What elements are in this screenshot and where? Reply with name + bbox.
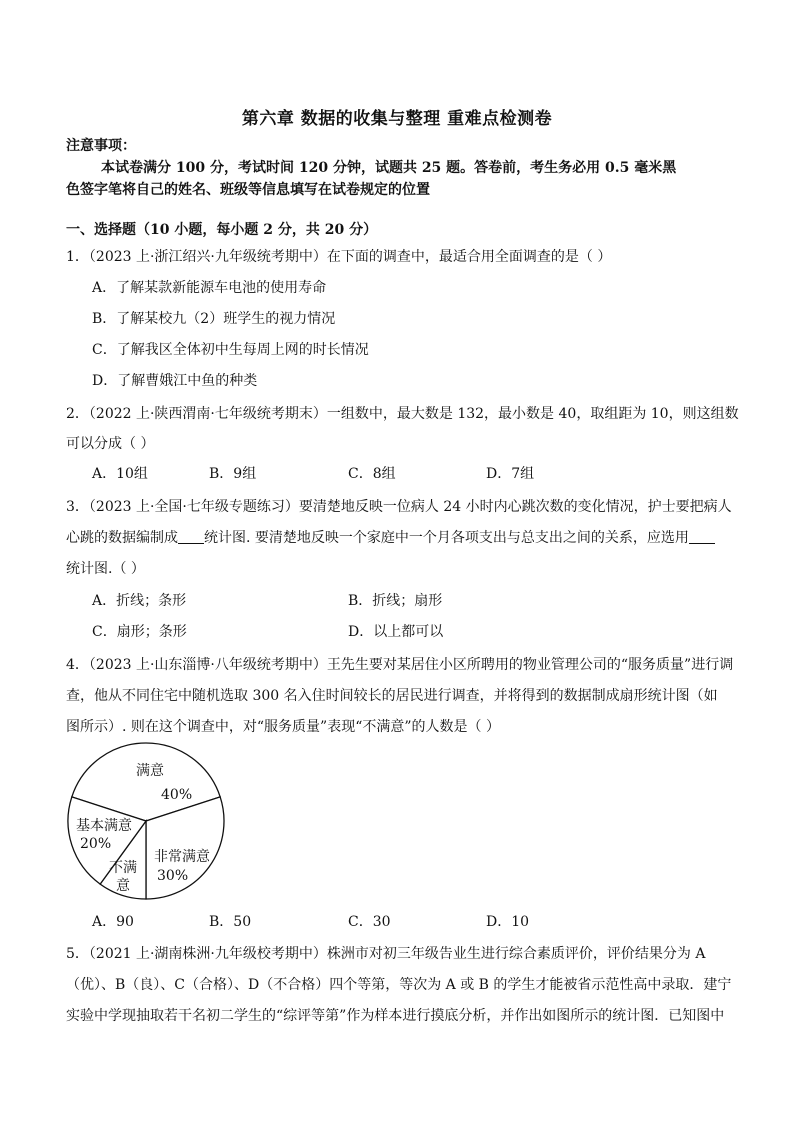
q2-option-d: D．7组 xyxy=(486,466,535,482)
question-3-stem-1: 3．（2023 上·全国·七年级专题练习）要清楚地反映一位病人 24 小时内心跳次数的变化情况，护士要把病人 xyxy=(66,499,732,515)
q3-stem-2b: 统计图. 要清楚地反映一个家庭中一个月各项支出与总支出之间的关系，应选用 xyxy=(204,530,689,546)
q1-option-b: B．了解某校九（2）班学生的视力情况 xyxy=(92,311,336,327)
q4-option-c: C．30 xyxy=(348,914,391,930)
label-basic-pct: 20% xyxy=(80,836,112,852)
question-2-stem-1: 2．（2022 上·陕西渭南·七年级统考期末）一组数中，最大数是 132，最小数是 40，取组距为 10，则这组数 xyxy=(66,406,739,422)
question-4-stem-1: 4．（2023 上·山东淄博·八年级统考期中）王先生要对某居住小区所聘用的物业管理公司的“服务质量”进行调 xyxy=(66,657,734,673)
question-3-stem-3: 统计图.（ ） xyxy=(66,561,145,577)
label-very-satisfied-pct: 30% xyxy=(157,868,189,884)
q1-option-c: C．了解我区全体初中生每周上网的时长情况 xyxy=(92,342,369,358)
label-unsatisfied-b: 意 xyxy=(116,878,130,894)
q2-option-c: C．8组 xyxy=(348,466,396,482)
notice-line-1: 本试卷满分 100 分，考试时间 120 分钟，试题共 25 题。答卷前，考生务必用 0.5 毫米黑 xyxy=(101,160,677,176)
q4-option-b: B．50 xyxy=(209,914,252,930)
pie-chart xyxy=(66,735,226,905)
q2-option-b: B．9组 xyxy=(209,466,257,482)
question-5-stem-3: 实验中学现抽取若干名初二学生的“综评等第”作为样本进行摸底分析，并作出如图所示的统计图．已知图中 xyxy=(66,1008,725,1024)
question-2-stem-2: 可以分成（ ） xyxy=(66,436,155,452)
q4-option-a: A．90 xyxy=(92,914,134,930)
label-unsatisfied-a: 不满 xyxy=(109,860,137,876)
question-4-stem-2: 查，他从不同住宅中随机选取 300 名入住时间较长的居民进行调查，并将得到的数据制成扇形统计图（如 xyxy=(66,688,718,704)
q3-blank-1 xyxy=(178,529,204,544)
q3-blank-2 xyxy=(689,529,715,544)
q3-option-b: B．折线；扇形 xyxy=(348,593,443,609)
q1-option-d: D．了解曹娥江中鱼的种类 xyxy=(92,373,258,389)
page-title: 第六章 数据的收集与整理 重难点检测卷 xyxy=(241,109,553,129)
q2-option-a: A．10组 xyxy=(92,466,148,482)
question-3-stem-2 xyxy=(66,529,715,547)
q3-option-a: A．折线；条形 xyxy=(92,593,187,609)
label-very-satisfied: 非常满意 xyxy=(154,849,210,865)
q4-option-d: D．10 xyxy=(486,914,530,930)
notice-heading: 注意事项： xyxy=(66,138,136,154)
q3-stem-2a: 心跳的数据编制成 xyxy=(66,530,178,546)
q1-option-a: A．了解某款新能源车电池的使用寿命 xyxy=(92,280,327,296)
question-1-stem: 1．（2023 上·浙江绍兴·九年级统考期中）在下面的调查中，最适合用全面调查的是（ ） xyxy=(66,249,612,265)
section-heading: 一、选择题（10 小题，每小题 2 分，共 20 分） xyxy=(66,222,378,238)
question-5-stem-1: 5．（2021 上·湖南株洲·九年级校考期中）株洲市对初三年级告业生进行综合素质评价，评价结果分为 A xyxy=(66,946,706,962)
notice-line-2: 色签字笔将自己的姓名、班级等信息填写在试卷规定的位置 xyxy=(66,182,430,198)
q3-option-c: C．扇形；条形 xyxy=(92,624,187,640)
q3-option-d: D．以上都可以 xyxy=(348,624,444,640)
label-satisfied-pct: 40% xyxy=(161,787,193,803)
question-4-stem-3: 图所示）. 则在这个调查中，对“服务质量”表现“不满意”的人数是（ ） xyxy=(66,719,500,735)
question-5-stem-2: （优）、B（良）、C（合格）、D（不合格）四个等第，等次为 A 或 B 的学生才能被省示范性高中录取．建宁 xyxy=(66,977,732,993)
label-basic: 基本满意 xyxy=(76,818,132,834)
label-satisfied: 满意 xyxy=(136,763,164,779)
